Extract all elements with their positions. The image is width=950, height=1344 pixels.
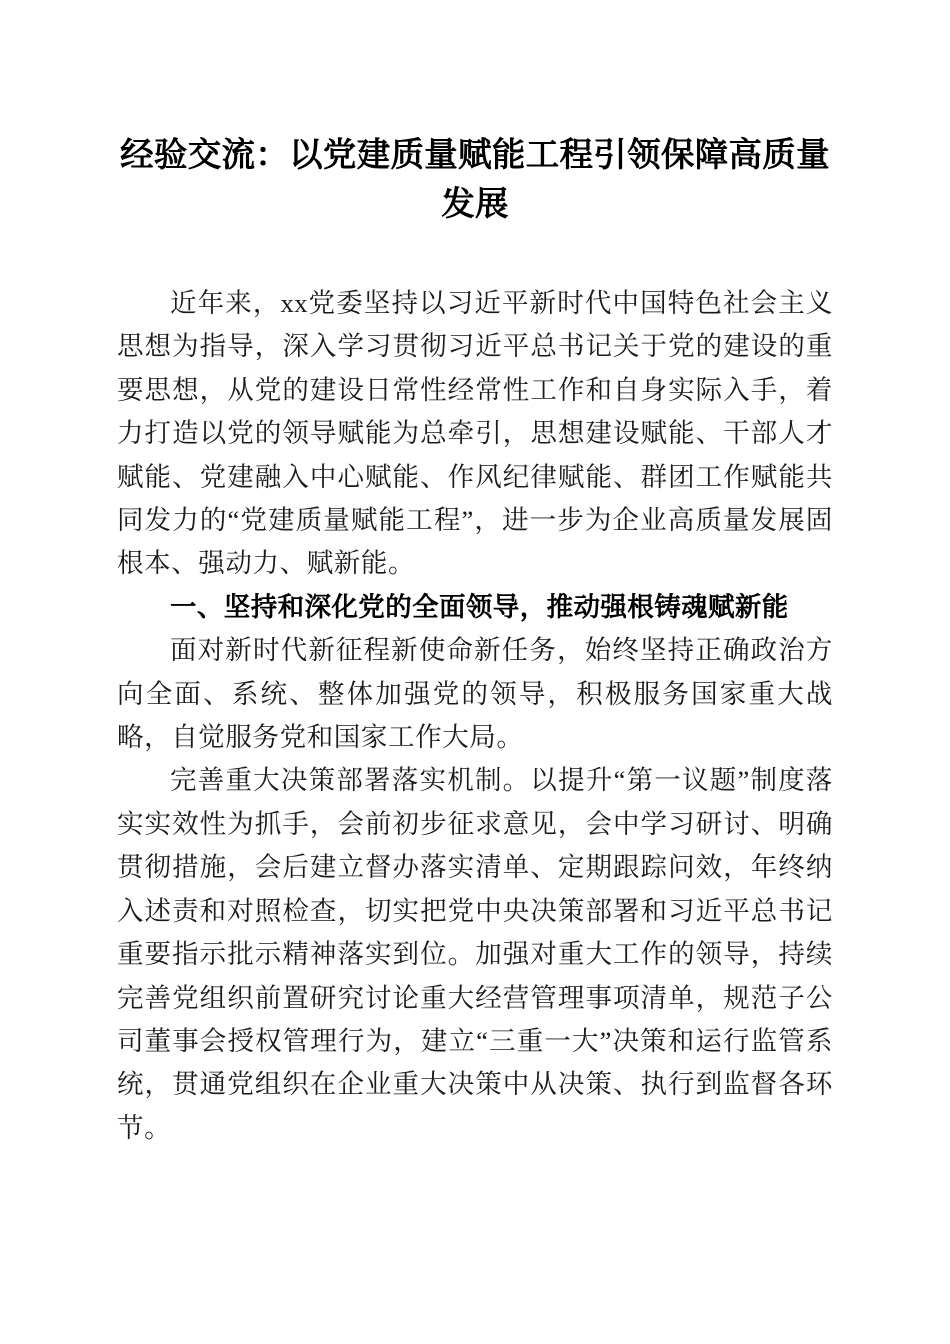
- document-content: [117, 0, 833, 1150]
- body-paragraph-1: 近年来，xx党委坚持以习近平新时代中国特色社会主义思想为指导，深入学习贯彻习近平总书记关于党的建设的重要思想，从党的建设日常性经常性工作和自身实际入手，着力打造以党的领导赋能为总牵引，思想建设赋能、干部人才赋能、党建融入中心赋能、作风纪律赋能、群团工作赋能共同发力的“党建质量赋能工程”，进一步为企业高质量发展固根本、强动力、赋新能。: [117, 288, 833, 579]
- body-paragraph-2: 面对新时代新征程新使命新任务，始终坚持正确政治方向全面、系统、整体加强党的领导，积极服务国家重大战略，自觉服务党和国家工作大局。: [117, 635, 833, 753]
- latin-run: xx: [280, 288, 309, 318]
- section-heading-1: 一、坚持和深化党的全面领导，推动强根铸魂赋新能: [170, 591, 789, 622]
- document-title: 经验交流：以党建质量赋能工程引领保障高质量发展: [120, 135, 830, 223]
- body-paragraph-3: 完善重大决策部署落实机制。以提升“第一议题”制度落实实效性为抓手，会前初步征求意见，会中学习研讨、明确贯彻措施，会后建立督办落实清单、定期跟踪问效，年终纳入述责和对照检查，切实把党中央决策部署和习近平总书记重要指示批示精神落实到位。加强对重大工作的领导，持续完善党组织前置研究讨论重大经营管理事项清单，规范子公司董事会授权管理行为，建立“三重一大”决策和运行监管系统，贯通党组织在企业重大决策中从决策、执行到监督各环节。: [117, 765, 833, 1143]
